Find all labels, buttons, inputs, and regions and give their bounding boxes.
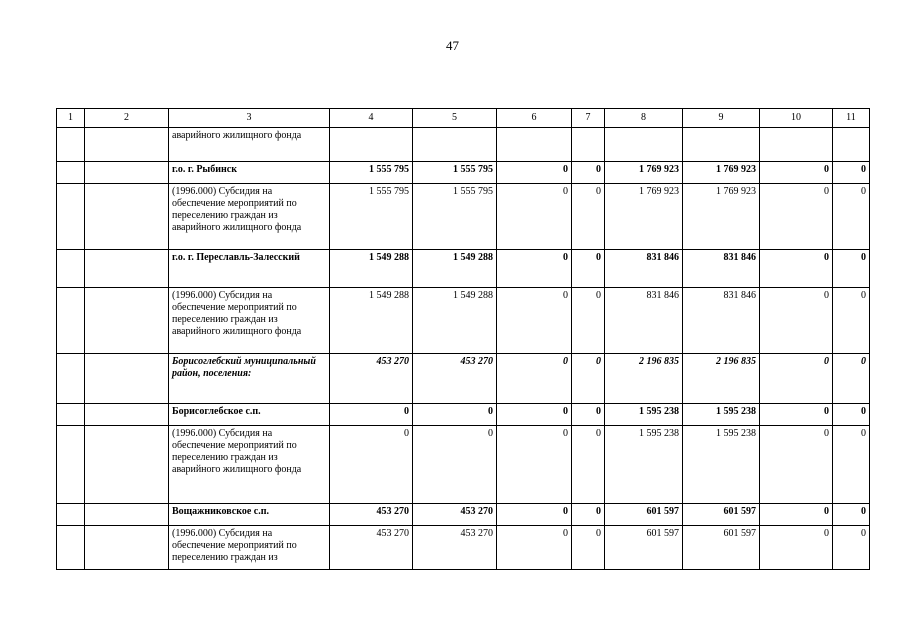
value-cell-c9	[683, 128, 760, 162]
column-1-cell	[57, 504, 85, 526]
value-cell-c11: 0	[833, 184, 870, 250]
value-cell-c10: 0	[760, 288, 833, 354]
value-cell-c4: 1 549 288	[330, 288, 413, 354]
table-row	[57, 288, 870, 354]
value-cell-c6: 0	[497, 404, 572, 426]
value-cell-c6: 0	[497, 162, 572, 184]
value-cell-c5: 1 555 795	[413, 184, 497, 250]
value-cell-c8: 1 595 238	[605, 404, 683, 426]
value-cell-c11: 0	[833, 526, 870, 570]
row-name: г.о. г. Переславль-Залесский	[169, 250, 330, 288]
column-header: 10	[760, 109, 833, 128]
column-2-cell	[85, 504, 169, 526]
value-cell-c8: 601 597	[605, 526, 683, 570]
column-2-cell	[85, 526, 169, 570]
column-header: 2	[85, 109, 169, 128]
table-row	[57, 250, 870, 288]
value-cell-c7: 0	[572, 162, 605, 184]
value-cell-c10	[760, 128, 833, 162]
column-1-cell	[57, 162, 85, 184]
value-cell-c5: 1 555 795	[413, 162, 497, 184]
column-2-cell	[85, 162, 169, 184]
column-header: 8	[605, 109, 683, 128]
value-cell-c11: 0	[833, 162, 870, 184]
row-name: (1996.000) Субсидия на обеспечение мероприятий по переселению граждан из аварийного жилищного фонда	[169, 426, 330, 504]
column-header: 1	[57, 109, 85, 128]
table-row	[57, 354, 870, 404]
column-header: 6	[497, 109, 572, 128]
value-cell-c11: 0	[833, 288, 870, 354]
value-cell-c4: 453 270	[330, 354, 413, 404]
value-cell-c10: 0	[760, 504, 833, 526]
value-cell-c4: 1 555 795	[330, 162, 413, 184]
value-cell-c7: 0	[572, 250, 605, 288]
row-name: г.о. г. Рыбинск	[169, 162, 330, 184]
table-row	[57, 404, 870, 426]
value-cell-c6	[497, 128, 572, 162]
table-row	[57, 526, 870, 570]
value-cell-c5: 0	[413, 404, 497, 426]
value-cell-c8: 1 769 923	[605, 162, 683, 184]
column-header: 3	[169, 109, 330, 128]
value-cell-c5: 453 270	[413, 354, 497, 404]
column-header: 5	[413, 109, 497, 128]
value-cell-c11: 0	[833, 250, 870, 288]
value-cell-c9: 601 597	[683, 504, 760, 526]
value-cell-c9: 601 597	[683, 526, 760, 570]
value-cell-c11: 0	[833, 354, 870, 404]
value-cell-c7: 0	[572, 526, 605, 570]
column-2-cell	[85, 404, 169, 426]
column-header: 4	[330, 109, 413, 128]
row-name: Борисоглебский муниципальный район, поселения:	[169, 354, 330, 404]
value-cell-c4: 453 270	[330, 504, 413, 526]
row-name: (1996.000) Субсидия на обеспечение мероприятий по переселению граждан из аварийного жилищного фонда	[169, 288, 330, 354]
table-row	[57, 426, 870, 504]
value-cell-c9: 831 846	[683, 250, 760, 288]
column-1-cell	[57, 288, 85, 354]
value-cell-c9: 1 595 238	[683, 426, 760, 504]
value-cell-c9: 1 769 923	[683, 162, 760, 184]
value-cell-c10: 0	[760, 354, 833, 404]
row-name: Вощажниковское с.п.	[169, 504, 330, 526]
value-cell-c9: 1 595 238	[683, 404, 760, 426]
column-1-cell	[57, 354, 85, 404]
value-cell-c4: 1 555 795	[330, 184, 413, 250]
value-cell-c6: 0	[497, 288, 572, 354]
value-cell-c6: 0	[497, 184, 572, 250]
value-cell-c8: 2 196 835	[605, 354, 683, 404]
value-cell-c11: 0	[833, 404, 870, 426]
table-row	[57, 128, 870, 162]
value-cell-c4: 453 270	[330, 526, 413, 570]
value-cell-c10: 0	[760, 526, 833, 570]
value-cell-c10: 0	[760, 250, 833, 288]
column-2-cell	[85, 288, 169, 354]
value-cell-c5: 0	[413, 426, 497, 504]
value-cell-c6: 0	[497, 250, 572, 288]
value-cell-c4	[330, 128, 413, 162]
column-1-cell	[57, 526, 85, 570]
table-row	[57, 162, 870, 184]
column-header: 7	[572, 109, 605, 128]
column-number-row	[57, 109, 870, 128]
value-cell-c7: 0	[572, 426, 605, 504]
value-cell-c5: 453 270	[413, 504, 497, 526]
value-cell-c8: 601 597	[605, 504, 683, 526]
value-cell-c11	[833, 128, 870, 162]
column-2-cell	[85, 250, 169, 288]
column-1-cell	[57, 250, 85, 288]
value-cell-c6: 0	[497, 426, 572, 504]
value-cell-c6: 0	[497, 504, 572, 526]
row-name: Борисоглебское с.п.	[169, 404, 330, 426]
value-cell-c6: 0	[497, 526, 572, 570]
value-cell-c10: 0	[760, 404, 833, 426]
value-cell-c10: 0	[760, 184, 833, 250]
value-cell-c7: 0	[572, 184, 605, 250]
column-1-cell	[57, 404, 85, 426]
value-cell-c9: 1 769 923	[683, 184, 760, 250]
value-cell-c8	[605, 128, 683, 162]
table-row	[57, 184, 870, 250]
value-cell-c7	[572, 128, 605, 162]
value-cell-c8: 831 846	[605, 250, 683, 288]
value-cell-c5: 1 549 288	[413, 250, 497, 288]
column-2-cell	[85, 354, 169, 404]
value-cell-c7: 0	[572, 504, 605, 526]
column-2-cell	[85, 184, 169, 250]
page-number: 47	[446, 38, 459, 53]
column-1-cell	[57, 426, 85, 504]
value-cell-c5: 1 549 288	[413, 288, 497, 354]
value-cell-c9: 2 196 835	[683, 354, 760, 404]
value-cell-c8: 831 846	[605, 288, 683, 354]
value-cell-c10: 0	[760, 426, 833, 504]
column-2-cell	[85, 128, 169, 162]
value-cell-c4: 0	[330, 404, 413, 426]
value-cell-c5	[413, 128, 497, 162]
value-cell-c8: 1 595 238	[605, 426, 683, 504]
value-cell-c11: 0	[833, 426, 870, 504]
column-1-cell	[57, 184, 85, 250]
value-cell-c8: 1 769 923	[605, 184, 683, 250]
column-header: 9	[683, 109, 760, 128]
value-cell-c7: 0	[572, 404, 605, 426]
row-name: (1996.000) Субсидия на обеспечение мероприятий по переселению граждан из	[169, 526, 330, 570]
value-cell-c7: 0	[572, 288, 605, 354]
value-cell-c10: 0	[760, 162, 833, 184]
column-2-cell	[85, 426, 169, 504]
column-1-cell	[57, 128, 85, 162]
budget-table	[56, 108, 870, 570]
value-cell-c11: 0	[833, 504, 870, 526]
value-cell-c6: 0	[497, 354, 572, 404]
value-cell-c4: 1 549 288	[330, 250, 413, 288]
value-cell-c4: 0	[330, 426, 413, 504]
column-header: 11	[833, 109, 870, 128]
value-cell-c9: 831 846	[683, 288, 760, 354]
table-row	[57, 504, 870, 526]
row-name: (1996.000) Субсидия на обеспечение мероприятий по переселению граждан из аварийного жилищного фонда	[169, 184, 330, 250]
row-name: аварийного жилищного фонда	[169, 128, 330, 162]
value-cell-c7: 0	[572, 354, 605, 404]
value-cell-c5: 453 270	[413, 526, 497, 570]
